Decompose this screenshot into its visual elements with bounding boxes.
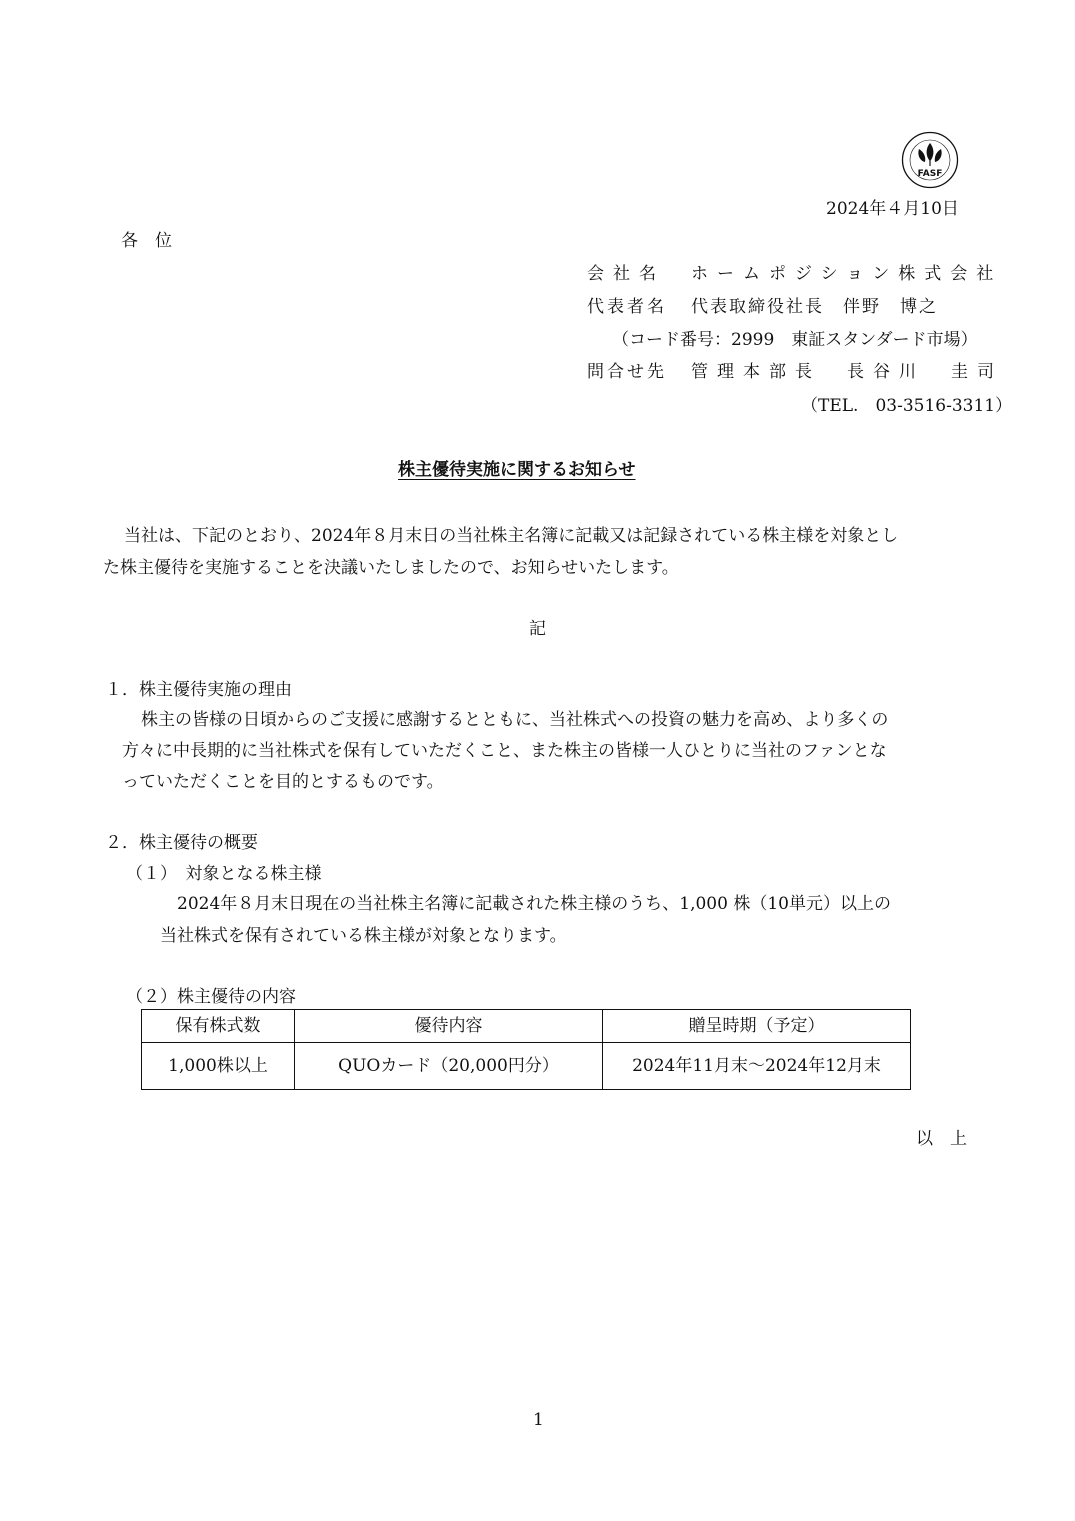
logo-text: FASF [917,169,943,179]
addressee: 各 位 [121,231,172,251]
document-title: 株主優待実施に関するお知らせ [398,460,636,480]
company-name-value: ホームポジション株式会社 [691,264,1003,284]
closing-mark: 以 上 [916,1129,967,1149]
section1-line-1: 株主の皆様の日頃からのご支援に感謝するとともに、当社株式への投資の魅力を高め、より多くの [141,710,889,730]
table-cell-benefit: QUOカード（20,000円分） [295,1043,603,1090]
section2-sub1-line-2: 当社株式を保有されている株主様が対象となります。 [160,926,567,946]
telephone: （TEL. 03-3516-3311） [801,396,1013,416]
representative-label: 代表者名 [587,297,667,317]
section2-heading: ２．株主優待の概要 [105,833,258,853]
section2-sub1-line-1: 2024年８月末日現在の当社株主名簿に記載された株主様のうち、1,000 株（10単元）以上の [177,894,891,914]
contact-label: 問合せ先 [587,362,667,382]
stock-code-line: （コード番号：2999 東証スタンダード市場） [612,330,978,350]
table-header-timing: 贈呈時期（予定） [603,1010,911,1043]
benefit-table [141,1009,911,1090]
section1-line-2: 方々に中長期的に当社株式を保有していただくこと、また株主の皆様一人ひとりに当社のファンとな [122,741,887,761]
section2-sub1-heading: （１） 対象となる株主様 [126,864,322,884]
company-name-label: 会社名 [587,264,665,284]
contact-value: 管理本部長 長谷川 圭司 [691,362,1003,382]
table-row [142,1043,911,1090]
representative-value: 代表取締役社長 伴野 博之 [691,297,938,317]
table-cell-timing: 2024年11月末～2024年12月末 [603,1043,911,1090]
intro-line-2: た株主優待を実施することを決議いたしましたので、お知らせいたします。 [103,558,679,578]
page-number: 1 [533,1410,544,1430]
table-header-row [142,1010,911,1043]
issue-date: 2024年４月10日 [826,199,959,219]
section1-line-3: っていただくことを目的とするものです。 [122,772,444,792]
fasf-logo [901,131,959,189]
table-header-shares: 保有株式数 [142,1010,295,1043]
table-cell-shares: 1,000株以上 [142,1043,295,1090]
section1-heading: １．株主優待実施の理由 [105,680,292,700]
ki-marker: 記 [529,619,546,639]
logo-leaf-icon [918,143,941,166]
intro-line-1: 当社は、下記のとおり、2024年８月末日の当社株主名簿に記載又は記録されている株主様を対象とし [124,526,899,546]
section2-sub2-heading: （２）株主優待の内容 [126,987,296,1007]
table-header-benefit: 優待内容 [295,1010,603,1043]
